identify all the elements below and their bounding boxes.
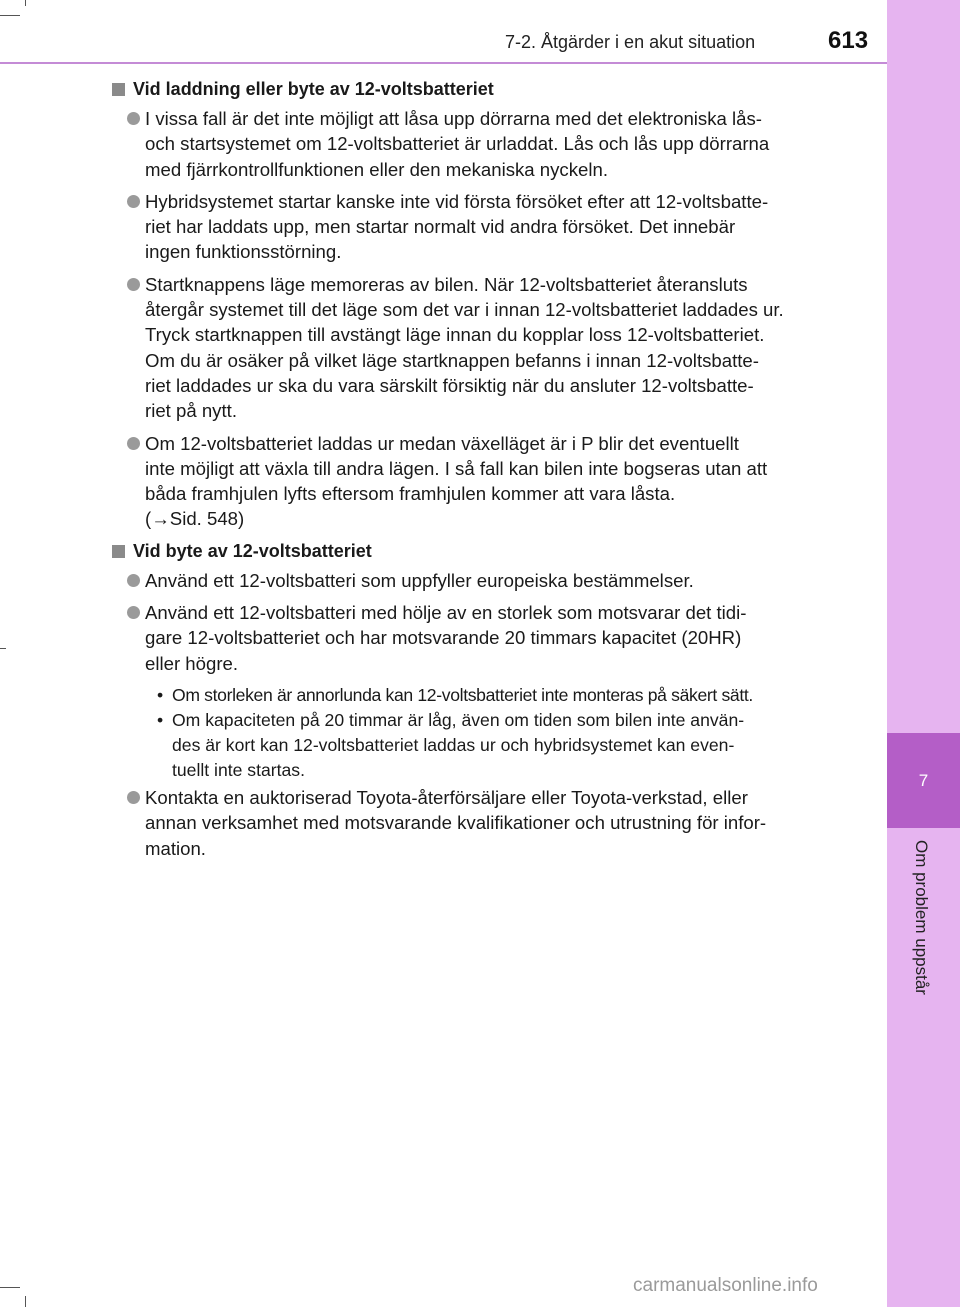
watermark: carmanualsonline.info [633,1275,818,1296]
chapter-label-wrap [887,840,960,1020]
square-bullet-icon [112,83,125,96]
text-line: riet laddades ur ska du vara särskilt försiktig när du ansluter 12-voltsbatte- [145,374,754,396]
list-item [127,785,847,861]
section-title: 7-2. Åtgärder i en akut situation [505,32,756,52]
page-number: 613 [828,27,869,54]
text-line: I vissa fall är det inte möjligt att låsa upp dörrarna med det elektroniska lås- [145,108,762,129]
square-bullet-icon [112,545,125,558]
sub-list-item [157,708,847,783]
text-line: inte möjligt att växla till andra lägen. I så fall kan bilen inte bogseras utan att [145,457,768,479]
circle-bullet-icon [127,112,140,125]
text-line: Startknappens läge memoreras av bilen. När 12-voltsbatteriet återansluts [145,273,748,295]
section-heading [112,77,847,102]
text-line: riet på nytt. [145,400,237,422]
page-content [112,77,847,868]
text-line: med fjärrkontrollfunktionen eller den mekaniska nyckeln. [145,158,609,180]
list-item [127,272,847,424]
circle-bullet-icon [127,574,140,587]
circle-bullet-icon [127,195,140,208]
list-item [127,568,847,593]
section-heading [112,539,847,564]
text-line: återgår systemet till det läge som det var i innan 12-voltsbatteriet laddades ur. [145,299,784,321]
crop-mark [0,648,6,649]
list-item [127,600,847,676]
text-line: Om 12-voltsbatteriet laddas ur medan växelläget är i P blir det eventuellt [145,432,739,454]
chapter-number: 7 [918,771,929,790]
side-tab [887,0,960,1307]
dot-marker: • [157,709,164,730]
text-line: båda framhjulen lyfts eftersom framhjulen kommer att vara låsta. [145,483,676,505]
text-line: riet har laddats upp, men startar normalt vid andra försöket. Det innebär [145,216,736,238]
text-line: eller högre. [145,652,239,674]
crop-mark [0,15,20,16]
text-line: Om kapaciteten på 20 timmar är låg, även om tiden som bilen inte använ- [172,709,745,730]
text-line: Använd ett 12-voltsbatteri som uppfyller europeiska bestämmelser. [145,569,694,591]
chapter-label: Om problem uppstår [912,840,931,995]
circle-bullet-icon [127,791,140,804]
heading-text: Vid laddning eller byte av 12-voltsbatteriet [133,79,494,99]
text-line: Kontakta en auktoriserad Toyota-återförsäljare eller Toyota-verkstad, eller [145,786,748,808]
text-line: annan verksamhet med motsvarande kvalifikationer och utrustning för infor- [145,812,767,834]
circle-bullet-icon [127,606,140,619]
crop-mark [25,0,26,6]
dot-marker: • [157,684,164,705]
circle-bullet-icon [127,437,140,450]
text-line: des är kort kan 12-voltsbatteriet laddas ur och hybridsystemet kan even- [172,734,735,755]
text-line: Hybridsystemet startar kanske inte vid första försöket efter att 12-voltsbatte- [145,190,769,212]
list-item [127,189,847,265]
page-reference: (→Sid. 548) [145,508,245,530]
text-line: ingen funktionsstörning. [145,241,342,263]
text-line: tuellt inte startas. [172,759,305,780]
crop-mark [0,1287,20,1288]
text-line: Använd ett 12-voltsbatteri med hölje av en storlek som motsvarar det tidi- [145,602,747,624]
text-line: och startsystemet om 12-voltsbatteriet är urladdat. Lås och lås upp dörrarna [145,133,770,155]
list-item [127,431,847,532]
text-line: gare 12-voltsbatteriet och har motsvarande 20 timmars kapacitet (20HR) [145,627,742,649]
sub-list-item [157,683,847,708]
header-divider [0,62,887,64]
crop-mark [25,1296,26,1307]
text-line: Om du är osäker på vilket läge startknappen befanns i innan 12-voltsbatte- [145,349,759,371]
text-line: mation. [145,837,206,859]
heading-text: Vid byte av 12-voltsbatteriet [133,540,372,561]
circle-bullet-icon [127,278,140,291]
list-item [127,106,847,182]
chapter-tab [887,733,960,828]
text-line: Om storleken är annorlunda kan 12-voltsbatteriet inte monteras på säkert sätt. [172,684,753,705]
text-line: Tryck startknappen till avstängt läge innan du kopplar loss 12-voltsbatteriet. [145,324,765,346]
